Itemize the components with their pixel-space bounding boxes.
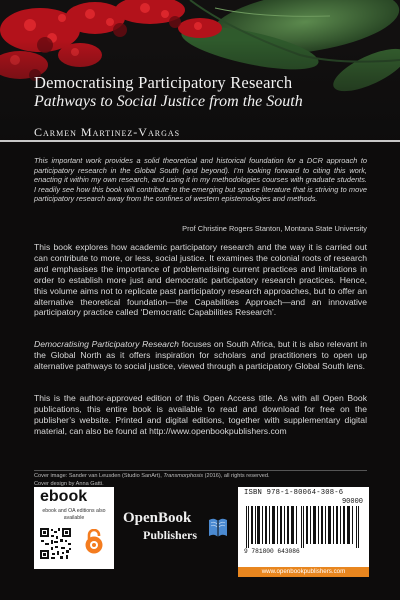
book-subtitle: Pathways to Social Justice from the South [34, 93, 303, 110]
publisher-name-line-2: Publishers [143, 528, 198, 542]
barcode-bars [244, 506, 363, 548]
cover-credits [34, 470, 367, 488]
blurb-paragraph-2-text: focuses on South Africa, but it is also relevant in the Global North as it offers inspiration for scholars and practitioners to open up alternative pathways to social justice, viewed through a participatory Global South lens. [34, 339, 367, 371]
open-book-icon [207, 512, 229, 544]
cover-image-credit-prefix: Cover image: Sander van Leusden (Studio SanArt), [34, 473, 164, 479]
publisher-logo [123, 510, 233, 550]
cover-image-credit-title: Transmorphosis [163, 473, 204, 479]
qr-code-icon [39, 527, 72, 560]
ebook-badge [34, 487, 114, 569]
blurb-paragraph-3: This is the author-approved edition of this Open Access title. As with all Open Book publications, this entire book is available to read and download for free on the publisher’s website. Printed and digital editions, together with supplementary digital material, can also be found at http://www.openbookpublishers.com [34, 393, 367, 436]
book-title: Democratising Participatory Research [34, 73, 293, 92]
blurb-paragraph-1: This book explores how academic participatory research and the way it is carried out can contribute to more, or less, social justice. It examines the colonial roots of research and emphasises the importance of problematising current practices and limitations in order to establish more just and democratic participatory research practices. Hence, this volume aims not to replicate past participatory research approaches, but to offer an alternative theoretical foundation—the Capabilities Approach—and an innovative participatory practice called ‘Democratic Capabilities Research’. [34, 242, 367, 318]
barcode-price-code: 90000 [341, 498, 363, 506]
isbn-label: ISBN 978-1-80064-308-6 [244, 489, 344, 497]
credits-divider [34, 470, 367, 471]
cover-image-credit [34, 473, 367, 481]
header-divider [0, 140, 400, 142]
publisher-name-line-1: OpenBook [123, 510, 192, 526]
author-name: Carmen Martinez-Vargas [34, 125, 181, 139]
barcode-number: 9 781800 643086 [244, 548, 300, 555]
ebook-availability: ebook and OA editions also available [42, 508, 106, 521]
open-access-icon [81, 529, 107, 555]
ebook-label: ebook [40, 488, 88, 505]
cover-design-credit: Cover design by Anna Gatti. [34, 480, 104, 487]
blurb-book-title: Democratising Participatory Research [34, 339, 179, 349]
cover-image-credit-suffix: (2016), all rights reserved. [203, 473, 270, 479]
publisher-website[interactable]: www.openbookpublishers.com [238, 567, 369, 577]
endorsement-attribution: Prof Christine Rogers Stanton, Montana State University [182, 224, 367, 233]
blurb-paragraph-2 [34, 339, 367, 372]
isbn-barcode [238, 487, 369, 567]
endorsement-quote: This important work provides a solid theoretical and historical foundation for a DCR approach to participatory research in the Global South (and beyond). I’m looking forward to citing this work, enacting it within my own research, and using it in my methodologies courses with graduate students. I readily see how this book will contribute to the emerging but sparse literature that is striving to move participatory research away from the confines of western epistemologies and methods. [34, 156, 367, 204]
